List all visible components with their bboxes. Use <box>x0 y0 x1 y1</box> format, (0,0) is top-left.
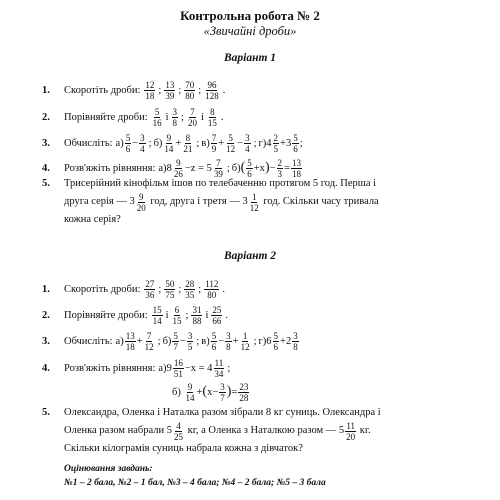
fraction: $\frac{7}{20}$ <box>187 106 197 128</box>
v1-task-3: 3. Обчисліть: а) $\frac{5}{6}$ − $\frac{3}{4}$ ; б) $\frac{9}{14}$ + $\frac{8}{21}$ ; в) $\frac{7}{9}$ + $\frac{5}{12}$ − $\frac{3}{4}$ ; г) 4 $\frac{2}{5}$ + 3 $\frac{5}{6}$ ; <box>42 132 303 154</box>
v2-task-2: 2. Порівняйте дроби: $\frac{15}{14}$ і $\frac{6}{15}$ ; $\frac{31}{88}$ і $\frac{25}{66}$ . <box>42 304 229 326</box>
fraction: $\frac{8}{15}$ <box>207 106 217 128</box>
fraction: $\frac{3}{8}$ <box>172 106 178 128</box>
task-number: 2. <box>42 111 50 123</box>
fraction: $\frac{5}{16}$ <box>152 106 162 128</box>
task-label: Обчисліть: <box>64 137 113 149</box>
page-title: Контрольна робота № 2 <box>180 8 320 23</box>
fraction: $\frac{96}{128}$ <box>205 79 219 101</box>
v2-task-1: 1. Скоротіть дроби: $\frac{27}{36}$ ; $\frac{50}{75}$ ; $\frac{28}{35}$ ; $\frac{112}{80}$ . <box>42 278 225 300</box>
page-subtitle: «Звичайні дроби» <box>203 24 297 38</box>
variant-2-heading: Варіант 2 <box>223 250 277 262</box>
task-number: 1. <box>42 84 50 96</box>
v2-task-3: 3. Обчисліть: а) $\frac{13}{18}$ + $\frac{7}{12}$ ; б) $\frac{5}{7}$ − $\frac{3}{5}$ ; в) $\frac{5}{6}$ − $\frac{3}{8}$ + $\frac{1}{12}$ ; г) 6 $\frac{5}{6}$ + 2 $\frac{3}{8}$ <box>42 330 298 352</box>
task-label: Порівняйте дроби: <box>64 111 148 123</box>
v1-task-1: 1. Скоротіть дроби: $\frac{12}{18}$ ; $\frac{13}{39}$ ; $\frac{70}{80}$ ; $\frac{96}{128}$ . <box>42 79 226 101</box>
task-label: Скоротіть дроби: <box>64 84 141 96</box>
variant-1-heading: Варіант 1 <box>223 52 277 64</box>
v1-task-5: 5. Трисерійний кінофільм ішов по телебаченню протягом 5 год. Перша і друга серія — 3 $\frac{9}{20}$ год, друга і третя — 3 $\frac{1}{12}$ год. Скільки часу тривала кожна серія? <box>42 178 379 225</box>
fraction: $\frac{13}{39}$ <box>165 79 175 101</box>
v2-task-5: 5. Олександра, Оленка і Наталка разом зібрали 8 кг суниць. Олександра і Оленка разом набрали 5 $\frac{4}{25}$ кг, а Оленка з Наталкою разом — 5 $\frac{11}{20}$ кг. Скільки кілограмів суниць набрала кожна з дівчаток? <box>42 407 381 454</box>
fraction: $\frac{12}{18}$ <box>145 79 155 101</box>
v1-task-4: 4. Розв'яжіть рівняння: а) 8 $\frac{9}{26}$ −z = 5 $\frac{7}{39}$ ; б) ( $\frac{5}{6}$ +x ) − $\frac{2}{3}$ = $\frac{13}{18}$ <box>42 157 301 179</box>
task-label: Розв'яжіть рівняння: <box>64 162 156 174</box>
grading-details: №1 – 2 бала, №2 – 1 бал, №3 – 4 бала; №4 – 2 бала; №5 – 3 бала <box>64 478 326 488</box>
v2-task-4a: 4. Розв'яжіть рівняння: а) 9 $\frac{16}{51}$ −x = 4 $\frac{11}{34}$ ; <box>42 357 231 379</box>
v1-task-2: 2. Порівняйте дроби: $\frac{5}{16}$ і $\frac{3}{8}$ ; $\frac{7}{20}$ і $\frac{8}{15}$ . <box>42 106 224 128</box>
task-number: 4. <box>42 162 50 174</box>
v2-task-4b: б) $\frac{9}{14}$ + ( x− $\frac{3}{7}$ ) = $\frac{23}{28}$ <box>172 381 249 403</box>
grading-heading: Оцінювання завдань: <box>64 464 153 474</box>
task-number: 3. <box>42 137 50 149</box>
fraction: $\frac{70}{80}$ <box>185 79 195 101</box>
